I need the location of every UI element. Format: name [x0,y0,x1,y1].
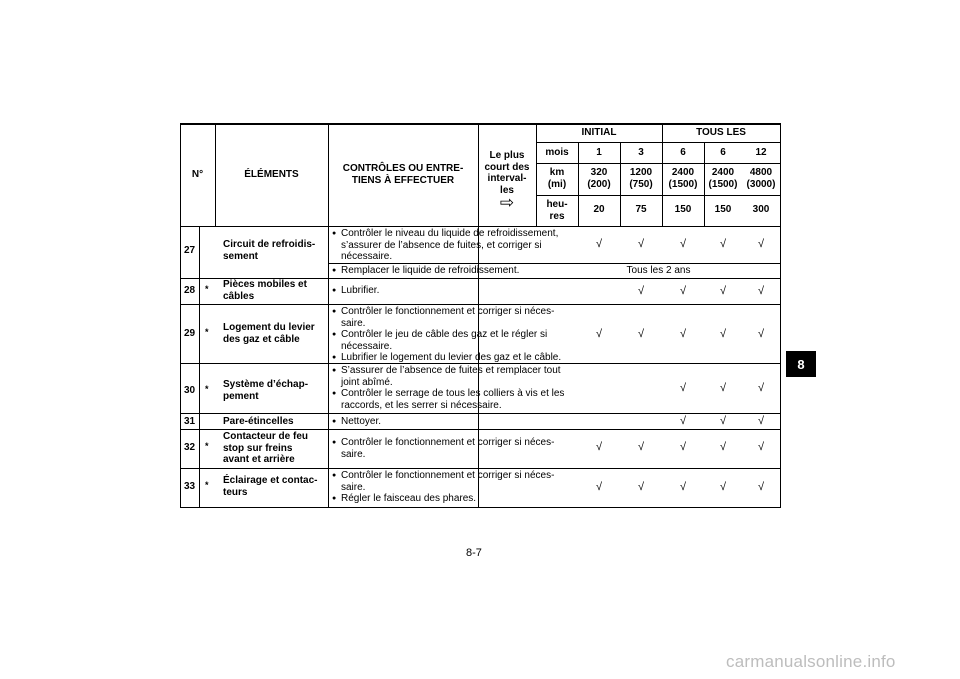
check-mark: √ [719,441,727,453]
action-item: ● Remplacer le liquide de refroidissement. [332,265,581,277]
km-value: 2400 (1500) [668,167,698,190]
check-mark: √ [679,415,687,427]
header-every: TOUS LES [696,127,746,138]
row-number: 32 [184,442,196,453]
hours-value: 75 [635,204,647,215]
row-element: Pièces mobiles et câbles [223,279,307,302]
header-shortest-interval: Le plus court des interval- les [484,150,530,196]
hours-value: 150 [674,204,692,215]
row-element: Pare-étincelles [223,416,294,427]
km-label: km (mi) [547,167,567,190]
check-mark: √ [637,481,645,493]
row-element: Circuit de refroidis- sement [223,239,316,262]
action-item: ● S’assurer de l’absence de fuites et remplacer tout joint abîmé. [332,365,581,388]
header-no: N° [191,169,204,180]
km-value: 1200 (750) [629,167,653,190]
maintenance-table [180,123,781,508]
check-mark: √ [595,238,603,250]
check-mark: √ [757,238,765,250]
action-item: ● Contrôler le fonctionnement et corriger si néces- saire. [332,306,581,329]
check-mark: √ [679,328,687,340]
header-elements: ÉLÉMENTS [244,169,299,180]
check-mark: √ [719,328,727,340]
asterisk-mark: * [205,441,209,451]
watermark: carmanualsonline.info [726,652,896,671]
check-mark: √ [679,481,687,493]
km-value: 320 (200) [587,167,611,190]
check-mark: √ [679,441,687,453]
interval-text: Tous les 2 ans [626,265,691,276]
action-item: ● Contrôler le fonctionnement et corriger si néces- saire. [332,437,581,460]
row-number: 28 [184,285,196,296]
hours-label: heu- res [546,199,568,222]
chapter-tab: 8 [786,351,816,377]
check-mark: √ [719,382,727,394]
check-mark: √ [595,481,603,493]
action-item: ● Régler le faisceau des phares. [332,493,581,505]
row-number: 33 [184,481,196,492]
check-mark: √ [637,238,645,250]
action-item: ● Contrôler le niveau du liquide de refroidissement, s’assurer de l’absence de fuites, et corriger si nécessaire. [332,228,581,263]
asterisk-mark: * [205,327,209,337]
action-item: ● Contrôler le fonctionnement et corriger si néces- saire. [332,470,581,493]
row-number: 27 [184,245,196,256]
check-mark: √ [679,285,687,297]
header-initial: INITIAL [581,127,617,138]
row-element: Éclairage et contac- teurs [223,475,318,498]
header-controls: CONTRÔLES OU ENTRE- TIENS À EFFECTUER [342,163,464,186]
check-mark: √ [719,238,727,250]
check-mark: √ [719,481,727,493]
check-mark: √ [679,238,687,250]
check-mark: √ [719,285,727,297]
hours-value: 150 [714,204,732,215]
action-item: ● Nettoyer. [332,416,581,428]
months-value: 3 [638,147,644,158]
km-value: 2400 (1500) [708,167,738,190]
page-number: 8-7 [466,547,482,559]
check-mark: √ [757,328,765,340]
row-element: Système d’échap- pement [223,379,309,402]
check-mark: √ [595,328,603,340]
check-mark: √ [679,382,687,394]
check-mark: √ [637,328,645,340]
row-element: Contacteur de feu stop sur freins avant et arrière [223,431,309,465]
check-mark: √ [637,441,645,453]
hours-value: 20 [593,204,605,215]
row-number: 31 [184,416,196,427]
check-mark: √ [757,285,765,297]
check-mark: √ [757,441,765,453]
months-value: 6 [680,147,686,158]
asterisk-mark: * [205,384,209,394]
row-number: 29 [184,328,196,339]
check-mark: √ [637,285,645,297]
action-item: ● Contrôler le jeu de câble des gaz et le régler si nécessaire. [332,329,581,352]
row-number: 30 [184,385,196,396]
check-mark: √ [595,441,603,453]
months-label: mois [545,147,569,158]
action-item: ● Lubrifier. [332,285,581,297]
action-item: ● Lubrifier le logement du levier des gaz et le câble. [332,352,581,364]
check-mark: √ [757,415,765,427]
asterisk-mark: * [205,284,209,294]
months-value: 6 [720,147,726,158]
hours-value: 300 [752,204,770,215]
action-item: ● Contrôler le serrage de tous les colliers à vis et les raccords, et les serrer si nécessaire. [332,388,581,411]
check-mark: √ [719,415,727,427]
check-mark: √ [757,382,765,394]
months-value: 1 [596,147,602,158]
check-mark: √ [757,481,765,493]
arrow-right-icon: ⇨ [499,193,515,212]
km-value: 4800 (3000) [746,167,776,190]
months-value: 12 [755,147,767,158]
row-element: Logement du levier des gaz et câble [223,322,315,345]
asterisk-mark: * [205,480,209,490]
